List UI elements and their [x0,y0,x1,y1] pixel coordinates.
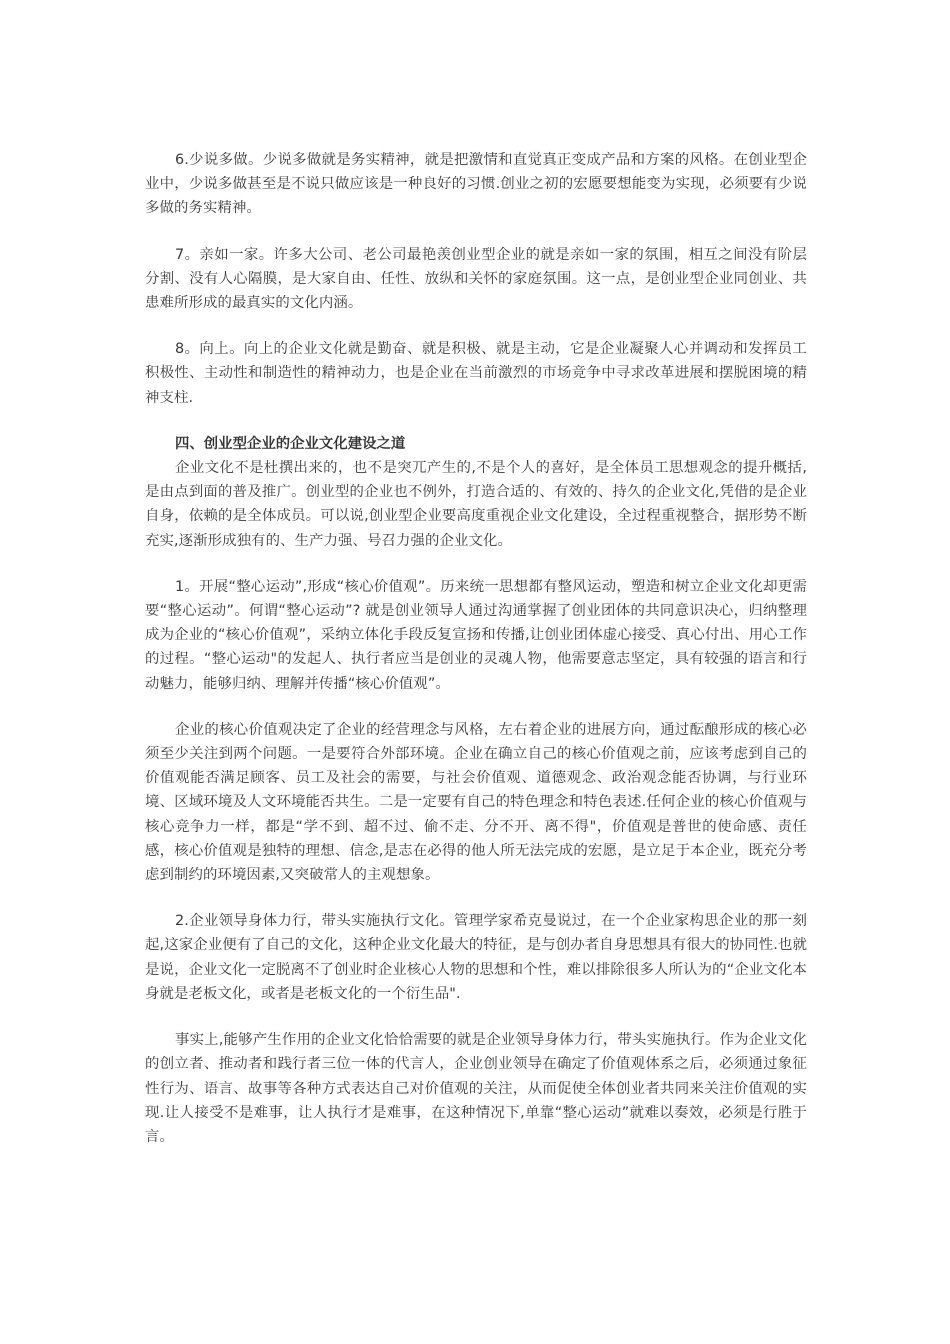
paragraph-core-values: 1。开展“整心运动”,形成“核心价值观”。历来统一思想都有整风运动，塑造和树立企业文化却更需要“整心运动”。何谓“整心运动”? 就是创业领导人通过沟通掌握了创业团体的共同意识决心，归纳整理成为企业的“核心价值观”，采纳立体化手段反复宣扬和传播,让创业团体虚心接受、真心付出、用心工作的过程。“整心运动"的发起人、执行者应当是创业的灵魂人物，他需要意志坚定，具有较强的语言和行动魅力，能够归纳、理解并传播“核心价值观”。 [145,578,807,692]
paragraph-item-8: 8。向上。向上的企业文化就是勤奋、就是积极、就是主动，它是企业凝聚人心并调动和发挥员工积极性、主动性和制造性的精神动力，也是企业在当前激烈的市场竞争中寻求改革进展和摆脱困境的精神支柱. [145,341,807,406]
paragraph-item-6: 6.少说多做。少说多做就是务实精神，就是把激情和直觉真正变成产品和方案的风格。在创业型企业中，少说多做甚至是不说只做应该是一种良好的习惯.创业之初的宏愿要想能变为实现，必须要有少说多做的务实精神。 [145,152,807,217]
paragraph-item-7: 7。亲如一家。许多大公司、老公司最艳羡创业型企业的就是亲如一家的氛围，相互之间没有阶层分割、没有人心隔膜，是大家自由、任性、放纵和关怀的家庭氛围。这一点，是创业型企业同创业、共患难所形成的最真实的文化内涵。 [145,246,807,312]
paragraph-leadership: 2.企业领导身体力行，带头实施执行文化。管理学家希克曼说过，在一个企业家构思企业的那一刻起,这家企业便有了自己的文化，这种企业文化最大的特征，是与创办者自身思想具有很大的协同性.也就是说，企业文化一定脱离不了创业时企业核心人物的思想和个性，难以排除很多人所认为的“企业文化本身就是老板文化，或者是老板文化的一个衍生品". [145,913,807,1002]
paragraph-leadership-detail: 事实上,能够产生作用的企业文化恰恰需要的就是企业领导身体力行，带头实施执行。作为企业文化的创立者、推动者和践行者三位一体的代言人，企业创业领导在确定了价值观体系之后，必须通过象征性行为、语言、故事等各种方式表达自己对价值观的关注，从而促使全体创业者共同来关注价值观的实现.让人接受不是难事，让人执行才是难事，在这种情况下,单靠“整心运动”就难以奏效，必须是行胜于言。 [145,1032,807,1145]
paragraph-core-values-detail: 企业的核心价值观决定了企业的经营理念与风格，左右着企业的进展方向，通过酝酿形成的核心必须至少关注到两个问题。一是要符合外部环境。企业在确立自己的核心价值观之前，应该考虑到自己的价值观能否满足顾客、员工及社会的需要，与社会价值观、道德观念、政治观念能否协调，与行业环境、区域环境及人文环境能否共生。二是一定要有自己的特色理念和特色表述.任何企业的核心价值观与核心竞争力一样，都是“学不到、超不过、偷不走、分不开、离不得"，价值观是普世的使命感、责任感，核心价值观是独特的理想、信念,是志在必得的他人所无法完成的宏愿，是立足于本企业，既充分考虑到制约的环境因素,又突破常人的主观想象。 [145,721,807,884]
section-heading: 四、创业型企业的企业文化建设之道 [175,435,406,452]
section-intro-paragraph: 企业文化不是杜撰出来的，也不是突兀产生的,不是个人的喜好，是全体员工思想观念的提升概括,是由点到面的普及推广。创业型的企业也不例外，打造合适的、有效的、持久的企业文化,凭借的是企业自身，依赖的是全体成员。可以说,创业型企业要高度重视企业文化建设，全过程重视整合，据形势不断充实,逐渐形成独有的、生产力强、号召力强的企业文化。 [145,460,807,549]
document-page [145,148,807,1149]
